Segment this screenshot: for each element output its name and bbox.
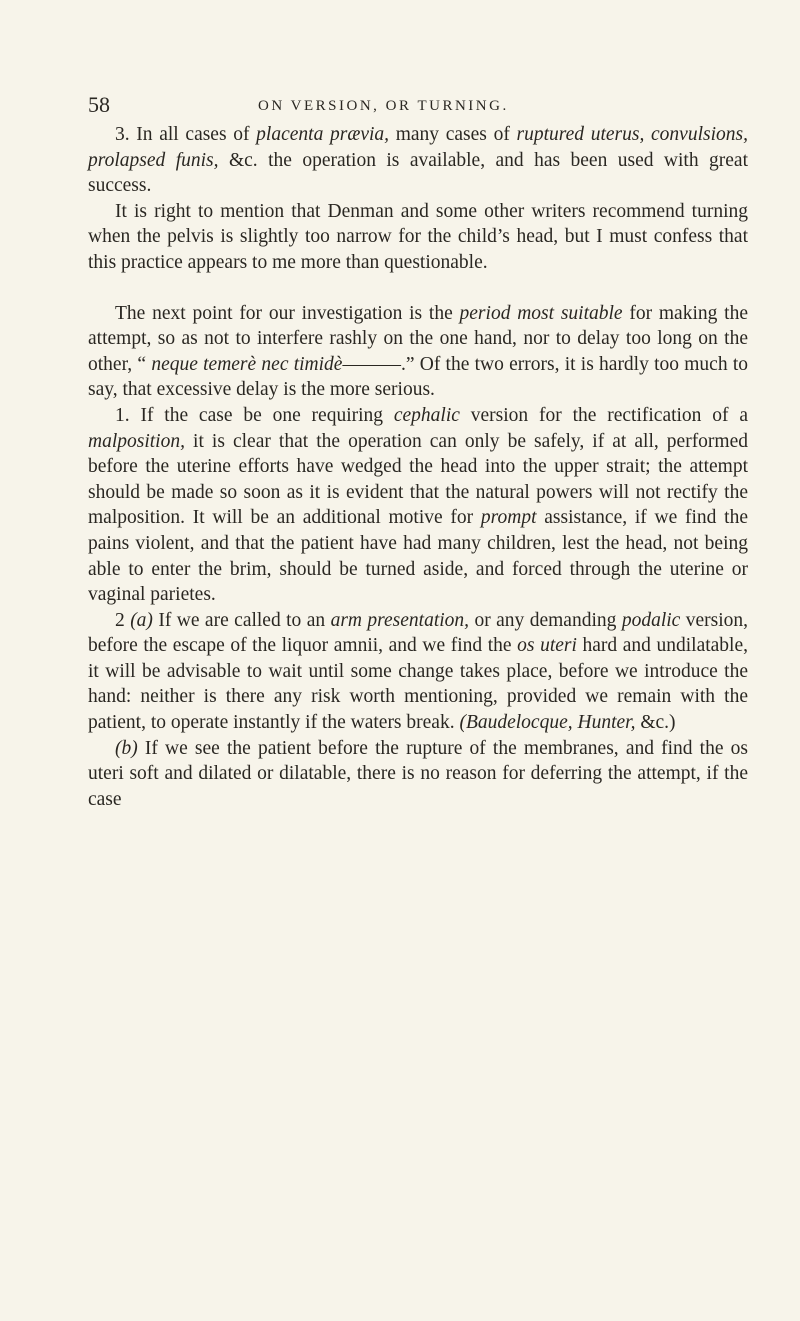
paragraph-denman: It is right to mention that Denman and some other writers recommend turning when the pelvis is slightly too narrow for the child’s head, but I must confess that this practice appears to me more than questionable. xyxy=(88,200,748,273)
italic-term: arm presentation, xyxy=(330,609,470,631)
italic-term: ruptured uterus, convulsions, prolapsed funis, xyxy=(88,124,748,171)
text-run: or any demanding xyxy=(469,609,622,631)
running-head: ON VERSION, OR TURNING. xyxy=(258,98,509,114)
text-run: If we are called to an xyxy=(152,609,331,631)
paragraph-arm-presentation xyxy=(88,608,748,736)
text-run: &c.) xyxy=(635,712,676,734)
italic-term: (Baudelocque, Hunter, xyxy=(459,712,636,734)
page-number: 58 xyxy=(88,92,110,117)
text-run: for making the attempt, so as not to interfere rashly on the one hand, nor to delay too long on the other, “ xyxy=(88,302,748,375)
italic-term: neque temerè nec timidè xyxy=(151,353,343,375)
italic-term: (a) xyxy=(130,609,153,631)
text-run: it is clear that the operation can only be safely, if at all, performed before the uterine efforts have wedged the head into the upper strait; the attempt should be made so soon as it is evident that the natural powers will not rectify the malposition. It will be an additional motive for xyxy=(88,430,748,529)
text-run: version for the rectification of a xyxy=(459,404,749,426)
italic-term: period most suitable xyxy=(459,302,623,324)
page-header xyxy=(88,92,788,122)
paragraph-membranes xyxy=(88,736,748,813)
body-text xyxy=(88,122,748,812)
text-run: If we see the patient before the rupture of the membranes, and find the os uteri soft and dilated or dilatable, there is no reason for deferring the attempt, if the case xyxy=(88,737,748,810)
text-run: version, before the escape of the liquor amnii, and we find the xyxy=(88,609,749,657)
text-run: 2 xyxy=(115,609,131,631)
paragraph-period xyxy=(88,301,748,403)
paragraph-cephalic xyxy=(88,403,748,608)
italic-term: cephalic xyxy=(393,404,460,426)
text-run: 3. In all cases of xyxy=(115,124,257,145)
italic-term: prompt xyxy=(480,507,537,529)
italic-term: os uteri xyxy=(517,635,577,657)
italic-term: malposition, xyxy=(88,430,185,452)
paragraph-placenta xyxy=(88,122,748,199)
text-run: hard and undilatable, it will be advisable to wait until some change takes place, before we introduce the hand: neither is there any risk worth mentioning, provided we remain with the patient, to operate instantly if the waters break. xyxy=(88,635,748,734)
text-run: &c. the operation is available, and has been used with great success. xyxy=(88,149,748,197)
text-run: 1. If the case be one requiring xyxy=(115,404,394,426)
italic-term: placenta prævia, xyxy=(256,124,390,145)
italic-term: (b) xyxy=(115,737,138,759)
text-run: many cases of xyxy=(389,124,517,145)
italic-term: podalic xyxy=(621,609,681,631)
text-run: assistance, if we find the pains violent, and that the patient have had many children, lest the head, not being able to enter the brim, should be turned aside, and forced through the uterine or vaginal parietes. xyxy=(88,507,748,606)
text-run: ———.” Of the two errors, it is hardly too much to say, that excessive delay is the more serious. xyxy=(88,353,748,401)
text-run: The next point for our investigation is the xyxy=(115,302,460,324)
